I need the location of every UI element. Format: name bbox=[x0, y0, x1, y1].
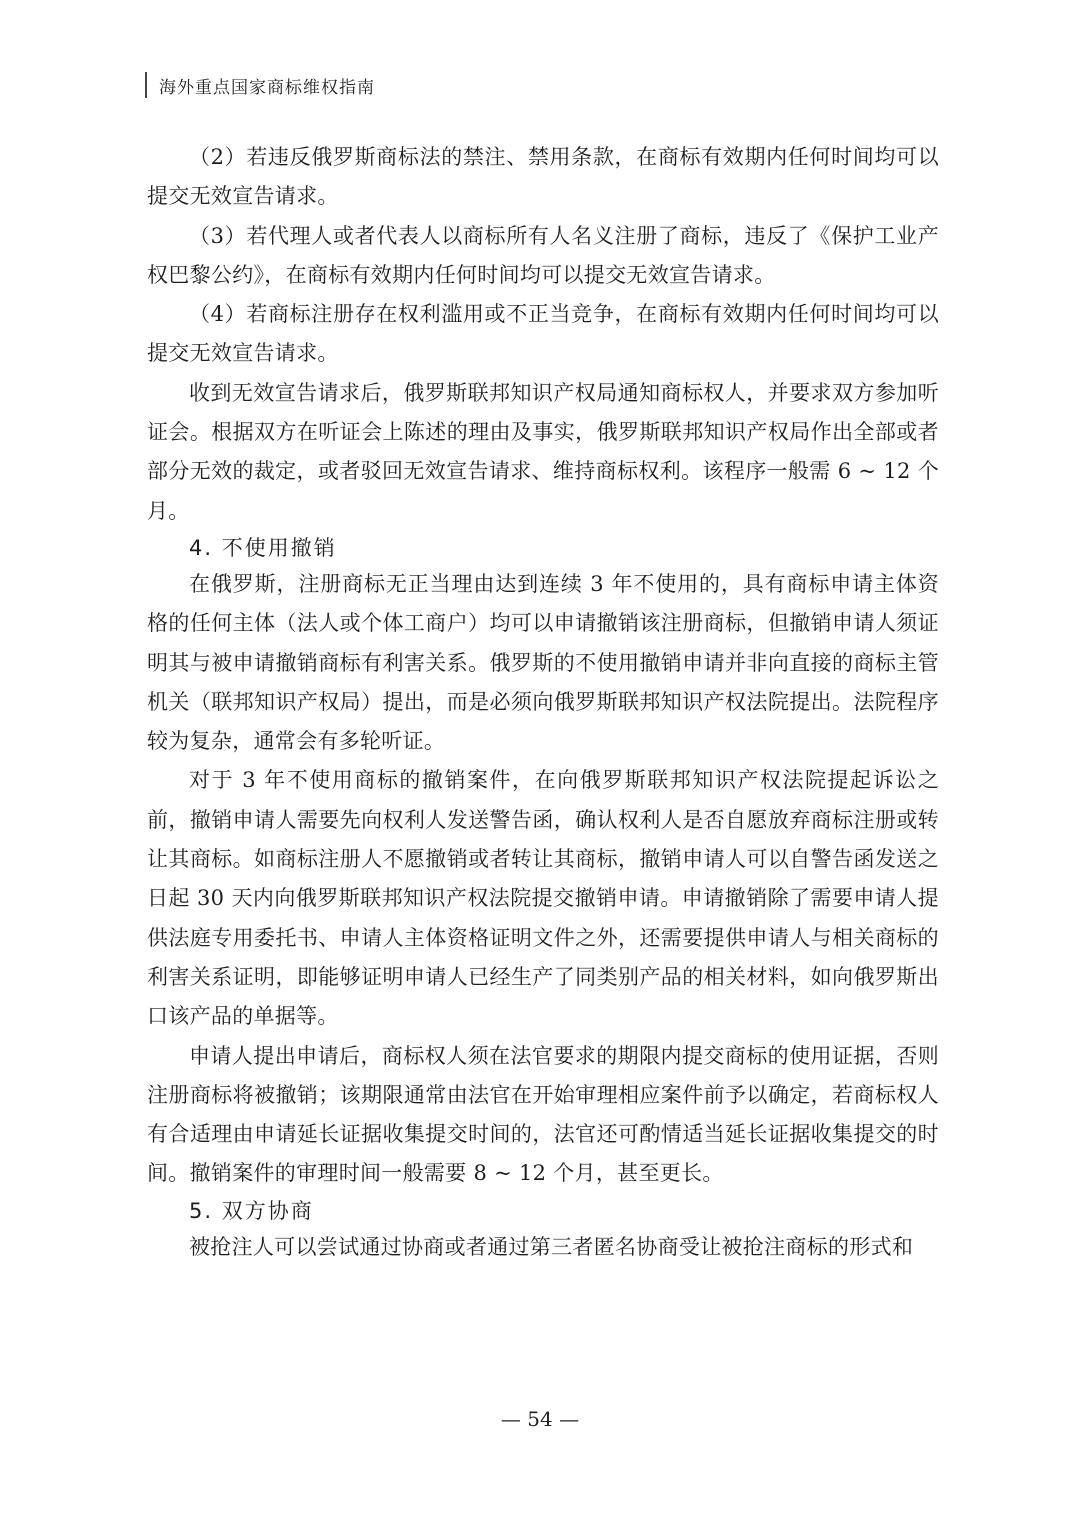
paragraph-item-4: （4）若商标注册存在权利滥用或不正当竞争，在商标有效期内任何时间均可以提交无效宣告请求。 bbox=[147, 302, 939, 366]
section-heading-non-use-cancellation: 4. 不使用撤销 bbox=[189, 535, 337, 560]
paragraph-item-2: （2）若违反俄罗斯商标法的禁注、禁用条款，在商标有效期内任何时间均可以提交无效宣告请求。 bbox=[147, 145, 939, 209]
paragraph-invalidation-procedure: 收到无效宣告请求后，俄罗斯联邦知识产权局通知商标权人，并要求双方参加听证会。根据双方在听证会上陈述的理由及事实，俄罗斯联邦知识产权局作出全部或者部分无效的裁定，或者驳回无效宣告请求、维持商标权利。该程序一般需 6 ~ 12 个月。 bbox=[147, 380, 939, 523]
paragraph-warning-letter: 对于 3 年不使用商标的撤销案件，在向俄罗斯联邦知识产权法院提起诉讼之前，撤销申请人需要先向权利人发送警告函，确认权利人是否自愿放弃商标注册或转让其商标。如商标注册人不愿撤销或者转让其商标，撤销申请人可以自警告函发送之日起 30 天内向俄罗斯联邦知识产权法院提交撤销申请。申请撤销除了需要申请人提供法庭专用委托书、申请人主体资格证明文件之外，还需要提供申请人与相关商标的利害关系证明，即能够证明申请人已经生产了同类别产品的相关材料，如向俄罗斯出口该产品的单据等。 bbox=[147, 768, 939, 1029]
header-title: 海外重点国家商标维权指南 bbox=[159, 77, 375, 98]
running-header bbox=[145, 70, 375, 100]
paragraph-non-use-intro: 在俄罗斯，注册商标无正当理由达到连续 3 年不使用的，具有商标申请主体资格的任何主体（法人或个体工商户）均可以申请撤销该注册商标，但撤销申请人须证明其与被申请撤销商标有利害关系。俄罗斯的不使用撤销申请并非向直接的商标主管机关（联邦知识产权局）提出，而是必须向俄罗斯联邦知识产权法院提出。法院程序较为复杂，通常会有多轮听证。 bbox=[147, 571, 939, 754]
paragraph-use-evidence: 申请人提出申请后，商标权人须在法官要求的期限内提交商标的使用证据，否则注册商标将被撤销；该期限通常由法官在开始审理相应案件前予以确定，若商标权人有合适理由申请延长证据收集提交时间的，法官还可酌情适当延长证据收集提交的时间。撤销案件的审理时间一般需要 8 ~ 12 个月，甚至更长。 bbox=[147, 1043, 939, 1186]
paragraph-negotiation: 被抢注人可以尝试通过协商或者通过第三者匿名协商受让被抢注商标的形式和 bbox=[189, 1234, 914, 1259]
body-text bbox=[147, 138, 939, 1267]
header-rule bbox=[145, 72, 147, 98]
section-heading-negotiation: 5. 双方协商 bbox=[189, 1198, 314, 1223]
paragraph-item-3: （3）若代理人或者代表人以商标所有人名义注册了商标，违反了《保护工业产权巴黎公约》，在商标有效期内任何时间均可以提交无效宣告请求。 bbox=[147, 223, 939, 287]
page-number: — 54 — bbox=[500, 1407, 580, 1431]
